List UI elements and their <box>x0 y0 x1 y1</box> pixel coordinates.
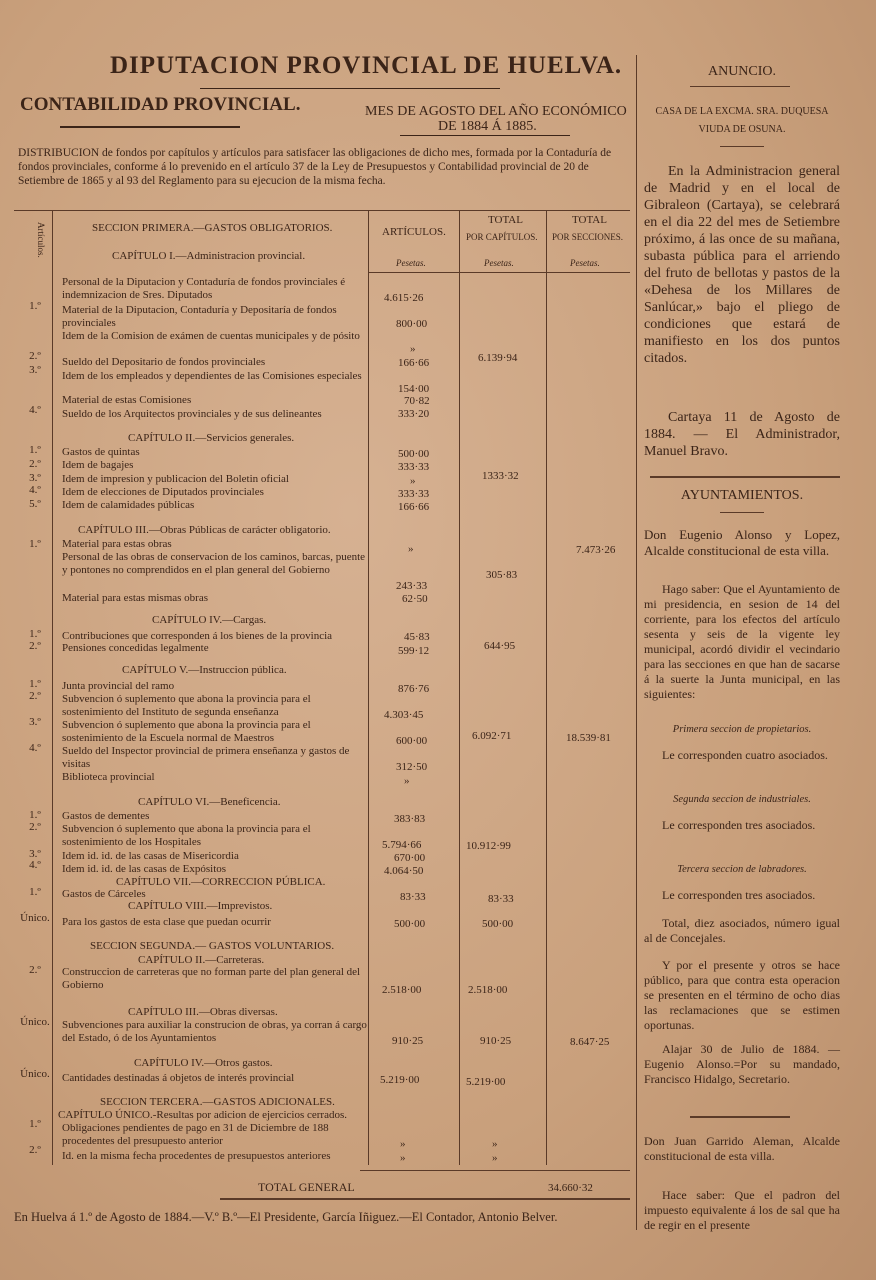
section-heading: SECCION SEGUNDA.— GASTOS VOLUNTARIOS. <box>90 940 335 952</box>
pesetas-label: Pesetas. <box>396 258 426 268</box>
row-value: 910·25 <box>392 1035 424 1047</box>
pesetas-label: Pesetas. <box>484 258 514 268</box>
rule <box>690 1116 790 1118</box>
row-desc: Subvenciones para auxiliar la construcion de obras, ya corran á cargo del Estado, ó de los Ayuntamientos <box>62 1019 367 1044</box>
ayunt-p6: Hace saber: Que el padron del impuesto equivalente á los de sal que ha de regir en el presente <box>644 1188 840 1232</box>
row-art: 4.º <box>29 404 41 416</box>
row-desc: Idem de calamidades públicas <box>62 499 195 511</box>
section-heading: SECCION TERCERA.—GASTOS ADICIONALES. <box>100 1096 335 1108</box>
row-desc: Sueldo de los Arquitectos provinciales y de sus delineantes <box>62 408 322 420</box>
chapter-total: 6.092·71 <box>472 730 512 742</box>
table-col-rule <box>546 210 547 1165</box>
row-desc: Pensiones concedidas legalmente <box>62 642 209 654</box>
row-value: 166·66 <box>398 501 430 513</box>
row-art: 2.º <box>29 640 41 652</box>
chapter-total: 1333·32 <box>482 470 519 482</box>
row-art: Único. <box>20 1068 50 1080</box>
row-value: 333·20 <box>398 408 430 420</box>
row-art: 2.º <box>29 690 41 702</box>
row-value: 4.615·26 <box>384 292 424 304</box>
row-art: 1.º <box>29 628 41 640</box>
chapter-total: 10.912·99 <box>466 840 511 852</box>
total-general-value: 34.660·32 <box>548 1182 593 1194</box>
seccion-primera-header: SECCION PRIMERA.—GASTOS OBLIGATORIOS. <box>92 222 333 234</box>
row-art: 2.º <box>29 964 41 976</box>
table-header-rule <box>368 272 630 273</box>
row-art: 3.º <box>29 364 41 376</box>
anuncio-text: En la Administracion general de Madrid y en el local de Gibraleon (Cartaya), se celebrará en el dia 22 del mes de Setiembre próximo, á las once de su mañana, subasta pública para el arriendo del fruto de bellotas y pastos de la «Dehesa de los Millares de Sanlúcar,» bajo el pliego de condiciones que estará de manifiesto en los dos puntos citados. <box>644 164 840 366</box>
chapter-total: 5.219·00 <box>466 1076 506 1088</box>
row-desc: Construccion de carreteras que no forman parte del plan general del Gobierno <box>62 966 361 991</box>
chapter-heading: CAPÍTULO VII.—CORRECCION PÚBLICA. <box>116 876 326 888</box>
total-col-header: TOTAL <box>488 214 523 226</box>
total-col-header-2: TOTAL <box>572 214 607 226</box>
row-value: 333·33 <box>398 488 430 500</box>
row-desc: Personal de las obras de conservacion de los caminos, barcas, puente y pontones no comprendidos en el plan general del Gobierno <box>62 551 366 576</box>
section-total: 8.647·25 <box>570 1036 610 1048</box>
row-value: 4.303·45 <box>384 709 424 721</box>
row-art: 2.º <box>29 821 41 833</box>
ayunt-p4: Alajar 30 de Julio de 1884. —Eugenio Alonso.=Por su mandado, Francisco Hidalgo, Secretario. <box>644 1042 840 1086</box>
rule <box>690 86 790 87</box>
chapter-heading: CAPÍTULO III.—Obras diversas. <box>128 1006 278 1018</box>
row-desc: Para los gastos de esta clase que puedan ocurrir <box>62 916 271 928</box>
anuncio-date: Cartaya 11 de Agosto de 1884. — El Administrador, Manuel Bravo. <box>644 410 840 459</box>
row-desc: Cantidades destinadas á objetos de interés provincial <box>62 1072 295 1084</box>
row-art: 2.º <box>29 1144 41 1156</box>
chapter-heading: CAPÍTULO I.—Administracion provincial. <box>112 250 306 262</box>
row-art: 2.º <box>29 350 41 362</box>
row-value: 876·76 <box>398 683 430 695</box>
chapter-total: 305·83 <box>486 569 518 581</box>
row-value: 83·33 <box>400 891 426 903</box>
period-line-1: MES DE AGOSTO DEL AÑO ECONÓMICO <box>365 104 627 119</box>
chapter-heading: CAPÍTULO IV.—Otros gastos. <box>134 1057 273 1069</box>
articulos-col-header: ARTÍCULOS. <box>382 226 446 238</box>
table-col-rule <box>368 210 369 1165</box>
rule <box>720 512 764 513</box>
row-value: 5.794·66 <box>382 839 422 851</box>
row-art: Único. <box>20 1016 50 1028</box>
row-value: » <box>400 1138 406 1150</box>
row-value: 670·00 <box>394 852 426 864</box>
ayunt-p3: Y por el presente y otros se hace público, para que contra esta operacion se presenten en el término de ocho dias las reclamaciones que se estimen oportunas. <box>644 958 840 1032</box>
chapter-total: » <box>492 1138 498 1150</box>
ayunt-p1: Don Eugenio Alonso y Lopez, Alcalde constitucional de esta villa. <box>644 527 840 558</box>
chapter-heading: CAPÍTULO VIII.—Imprevistos. <box>128 900 273 912</box>
ornament-rule <box>200 88 500 89</box>
ayunt-s2t: Le corresponden tres asociados. <box>662 818 816 832</box>
row-desc: Id. en la misma fecha procedentes de presupuestos anteriores <box>62 1150 331 1162</box>
row-art: 1.º <box>29 1118 41 1130</box>
ayuntamientos-heading: AYUNTAMIENTOS. <box>680 488 804 503</box>
row-value: 500·00 <box>394 918 426 930</box>
anuncio-heading: ANUNCIO. <box>707 64 777 79</box>
por-capitulos-header: POR CAPÍTULOS. <box>466 232 538 242</box>
row-value: 45·83 <box>404 631 430 643</box>
row-value: 243·33 <box>396 580 428 592</box>
row-art: 1.º <box>29 886 41 898</box>
row-value: 800·00 <box>396 318 428 330</box>
row-value: 383·83 <box>394 813 426 825</box>
row-art: Único. <box>20 912 50 924</box>
chapter-heading: CAPÍTULO IV.—Cargas. <box>152 614 267 626</box>
row-desc: Obligaciones pendientes de pago en 31 de Diciembre de 188 procedentes del presupuesto anterior <box>62 1122 329 1147</box>
row-value: 4.064·50 <box>384 865 424 877</box>
ayunt-s2: Segunda seccion de industriales. <box>673 794 811 805</box>
pesetas-label: Pesetas. <box>570 258 600 268</box>
section-subtitle: CONTABILIDAD PROVINCIAL. <box>20 94 301 115</box>
ayunt-s3: Tercera seccion de labradores. <box>677 864 807 875</box>
row-value: 70·82 <box>404 395 430 407</box>
row-art: 4.º <box>29 742 41 754</box>
total-rule <box>220 1198 630 1200</box>
chapter-total: 910·25 <box>480 1035 512 1047</box>
chapter-total: 83·33 <box>488 893 514 905</box>
row-value: 62·50 <box>402 593 428 605</box>
articulos-header: Artículos. <box>36 222 46 258</box>
row-desc: Personal de la Diputacion y Contaduría de fondos provinciales é indemnizacion de Sres. Diputados <box>62 276 346 301</box>
intro-paragraph: DISTRIBUCION de fondos por capítulos y artículos para satisfacer las obligaciones de dicho mes, formada por la Contaduría de fondos provinciales, conforme á lo prevenido en el artículo 37 de la Ley de Presupuestos y Contabilidad provincial de 20 de Setiembre de 1865 y al 93 del Reglamento para su ejecucion de la misma fecha. <box>18 147 612 187</box>
signature-line: En Huelva á 1.º de Agosto de 1884.—V.º B.º—El Presidente, García Iñiguez.—El Contador, Antonio Belver. <box>14 1210 558 1224</box>
ayunt-total: Total, diez asociados, número igual al de Concejales. <box>644 916 840 945</box>
row-desc: Subvencion ó suplemento que abona la provincia para el sostenimiento de la Escuela normal de Maestros <box>62 719 311 744</box>
row-desc: Sueldo del Depositario de fondos provinciales <box>62 356 266 368</box>
row-desc: Material de estas Comisiones <box>62 394 192 406</box>
rule <box>720 146 764 147</box>
row-value: » <box>410 475 416 487</box>
row-value: 166·66 <box>398 357 430 369</box>
ornament-rule <box>60 126 240 128</box>
row-desc: Junta provincial del ramo <box>62 680 175 692</box>
row-value: » <box>404 775 410 787</box>
row-desc: Material de la Diputacion, Contaduría y Depositaría de fondos provinciales <box>62 304 337 329</box>
row-value: 599·12 <box>398 645 430 657</box>
row-art: 3.º <box>29 848 41 860</box>
por-secciones-header: POR SECCIONES. <box>552 232 624 242</box>
chapter-heading: CAPÍTULO V.—Instruccion pública. <box>122 664 287 676</box>
row-value: 500·00 <box>398 448 430 460</box>
row-desc: Idem de impresion y publicacion del Boletin oficial <box>62 473 289 485</box>
column-divider <box>636 55 637 1230</box>
table-top-rule <box>14 210 630 211</box>
row-desc: Idem de los empleados y dependientes de las Comisiones especiales <box>62 370 362 382</box>
table-col-rule <box>459 210 460 1165</box>
section-total: 7.473·26 <box>576 544 616 556</box>
row-value: 5.219·00 <box>380 1074 420 1086</box>
chapter-heading: CAPÍTULO II.—Servicios generales. <box>128 432 295 444</box>
row-value: 2.518·00 <box>382 984 422 996</box>
ayunt-p5: Don Juan Garrido Aleman, Alcalde constitucional de esta villa. <box>644 1134 840 1163</box>
page-title: DIPUTACION PROVINCIAL DE HUELVA. <box>110 52 623 79</box>
row-desc: Idem de la Comision de exámen de cuentas municipales y de pósito <box>62 330 360 342</box>
row-value: » <box>400 1152 406 1164</box>
row-art: 1.º <box>29 300 41 312</box>
row-value: » <box>408 543 414 555</box>
row-art: 3.º <box>29 716 41 728</box>
row-value: 312·50 <box>396 761 428 773</box>
chapter-heading: CAPÍTULO III.—Obras Públicas de carácter obligatorio. <box>78 524 331 536</box>
rule <box>650 476 840 478</box>
chapter-total: » <box>492 1152 498 1164</box>
casa-line-2: VIUDA DE OSUNA. <box>698 124 786 135</box>
row-desc: Gastos de quintas <box>62 446 140 458</box>
section-total: 18.539·81 <box>566 732 611 744</box>
chapter-heading: CAPÍTULO VI.—Beneficencia. <box>138 796 281 808</box>
row-art: 4.º <box>29 484 41 496</box>
row-desc: Biblioteca provincial <box>62 771 155 783</box>
ayunt-s1t: Le corresponden cuatro asociados. <box>662 748 828 762</box>
row-value: » <box>410 343 416 355</box>
chapter-heading: CAPÍTULO ÚNICO.-Resultas por adicion de ejercicios cerrados. <box>58 1109 347 1121</box>
row-value: 333·33 <box>398 461 430 473</box>
chapter-total: 6.139·94 <box>478 352 518 364</box>
row-desc: Subvencion ó suplemento que abona la provincia para el sostenimiento del Instituto de segunda enseñanza <box>62 693 311 718</box>
row-desc: Subvencion ó suplemento que abona la provincia para el sostenimiento de los Hospitales <box>62 823 311 848</box>
row-value: 154·00 <box>398 383 430 395</box>
ayunt-p2: Hago saber: Que el Ayuntamiento de mi presidencia, en sesion de 14 del corriente, para los efectos del artículo sesenta y seis de la vigente ley municipal, acordó dividir el vecindario para las secciones en que han de sacarse á la suerte la Junta municipal, en las siguientes: <box>644 582 840 701</box>
ayunt-s3t: Le corresponden tres asociados. <box>662 888 816 902</box>
row-desc: Material para estas mismas obras <box>62 592 209 604</box>
row-art: 1.º <box>29 809 41 821</box>
row-desc: Contribuciones que corresponden á los bienes de la provincia <box>62 630 333 642</box>
row-desc: Idem id. id. de las casas de Expósitos <box>62 863 227 875</box>
row-desc: Idem de bagajes <box>62 459 134 471</box>
row-value: 600·00 <box>396 735 428 747</box>
row-art: 2.º <box>29 458 41 470</box>
row-art: 5.º <box>29 498 41 510</box>
casa-line-1: CASA DE LA EXCMA. SRA. DUQUESA <box>655 106 829 117</box>
row-desc: Idem de elecciones de Diputados provinciales <box>62 486 264 498</box>
chapter-total: 2.518·00 <box>468 984 508 996</box>
total-rule <box>360 1170 630 1171</box>
chapter-total: 500·00 <box>482 918 514 930</box>
row-art: 4.º <box>29 859 41 871</box>
row-art: 1.º <box>29 444 41 456</box>
row-desc: Sueldo del Inspector provincial de primera enseñanza y gastos de visitas <box>62 745 350 770</box>
row-desc: Gastos de dementes <box>62 810 150 822</box>
ornament-rule <box>400 135 570 136</box>
row-desc: Gastos de Cárceles <box>62 888 146 900</box>
chapter-heading: CAPÍTULO II.—Carreteras. <box>138 954 265 966</box>
row-art: 1.º <box>29 678 41 690</box>
row-art: 1.º <box>29 538 41 550</box>
chapter-total: 644·95 <box>484 640 516 652</box>
total-general-label: TOTAL GENERAL <box>258 1180 355 1194</box>
ayunt-s1: Primera seccion de propietarios. <box>672 724 812 735</box>
row-art: 3.º <box>29 472 41 484</box>
row-desc: Idem id. id. de las casas de Misericordia <box>62 850 239 862</box>
row-desc: Material para estas obras <box>62 538 172 550</box>
period-line-2: DE 1884 Á 1885. <box>438 119 537 134</box>
